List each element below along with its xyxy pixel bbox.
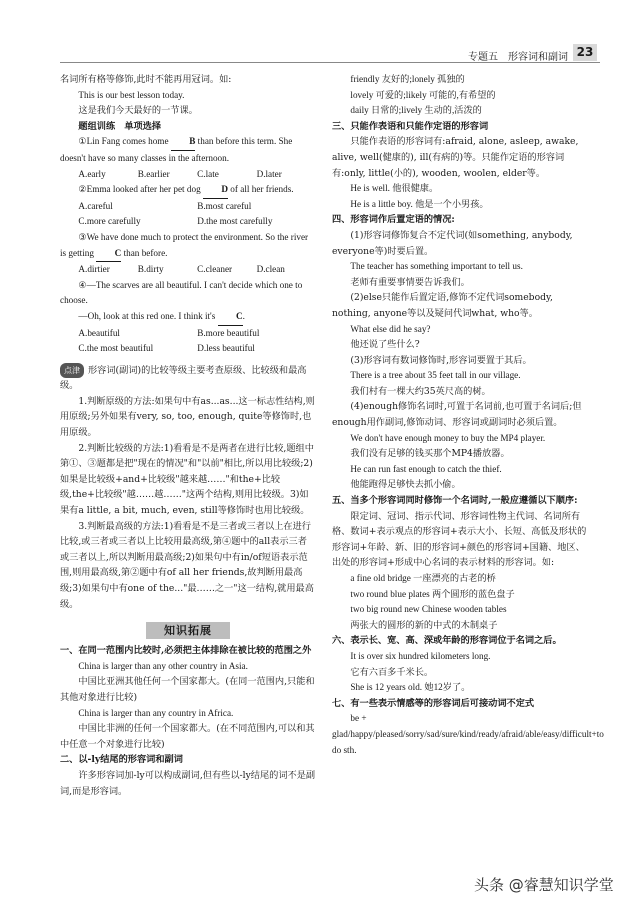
watermark: 头条 @睿慧知识学堂	[474, 876, 614, 894]
text-line: This is our best lesson today.	[78, 89, 185, 100]
text-line: be + glad/happy/pleased/sorry/sad/sure/kind/ready/afraid/able/easy/difficult+to do sth.	[332, 713, 604, 755]
answer-option: D.the most carefully	[197, 216, 273, 227]
tip-badge: 点津	[60, 363, 84, 379]
text-line: 限定词、冠词、指示代词、形容词性物主代词、名词所有格、数词+表示观点的形容词+表示大小、长短、高低及形状的形容词+年龄、新、旧的形容词+颜色的形容词+国籍、地区、出处的形容词+形成中心名词的表示材料的形容词。如:	[332, 510, 587, 569]
tip-point: 3.判断最高级的方法:1)看看是不是三者或三者以上在进行比较,或三者或三者以上比较用最高级,第④题中的all表示三者或三者以上,所以判断用最高级;2)如果句中有in/of短语表示范围,则用最高级,第②题中有of all her friends,故判断用最高级;3)如果句中有one of the..."最……之一"这一结构,就用最高级。	[60, 520, 314, 610]
text-line: two round blue plates 两个圆形的蓝色盘子	[350, 588, 515, 599]
answer-blank: B	[171, 134, 196, 151]
text-line: 我们村有一棵大约35英尺高的树。	[350, 385, 491, 397]
answer-option: A.careful	[78, 200, 113, 211]
text-line: (2)else只能作后置定语,修饰不定代词somebody, nothing, anyone等以及疑问代词what, who等。	[332, 292, 553, 319]
text-line: 它有六百多千米长。	[350, 666, 434, 678]
text-line: 三、只能作表语和只能作定语的形容词	[332, 120, 489, 132]
text-line: 中国比亚洲其他任何一个国家都大。(在同一范围内,只能和其他对象进行比较)	[60, 676, 315, 703]
text-line: a fine old bridge 一座漂亮的古老的桥	[350, 573, 496, 583]
text-line: 只能作表语的形容词有:afraid, alone, asleep, awake, alive, well(健康的), ill(有病的)等。只能作定语的形容词有:only, little(小的), wooden, woolen, elder等。	[332, 136, 579, 179]
answer-option: B.most careful	[197, 200, 252, 211]
page-header-title: 专题五 形容词和副词	[468, 52, 568, 63]
text-line: —Oh, look at this red one. I think it's C.	[60, 309, 316, 326]
answer-option: D.clean	[256, 264, 285, 275]
answer-option: A.beautiful	[78, 327, 120, 338]
text-line: He can run fast enough to catch the thief.	[350, 463, 502, 474]
text-line: ③We have done much to protect the environment. So the river is getting C than before.	[60, 230, 316, 262]
answer-option: B.earlier	[137, 168, 170, 179]
answer-option: C.late	[197, 168, 219, 179]
page-number: 23	[573, 44, 597, 61]
answer-option: A.dirtier	[78, 264, 110, 275]
answer-options	[60, 167, 316, 183]
answer-options	[60, 326, 316, 357]
answer-option: C.cleaner	[197, 264, 233, 275]
text-line: What else did he say?	[350, 323, 431, 334]
text-line: 五、当多个形容词同时修饰一个名词时,一般应遵循以下顺序:	[332, 495, 578, 507]
text-line: 他能跑得足够快去抓小偷。	[350, 479, 461, 491]
answer-option: C.more carefully	[78, 216, 141, 227]
tip-point: 1.判断原级的方法:如果句中有as...as...这一标志性结构,则用原级;另外如果有very, so, too, enough, quite等修饰时,也用原级。	[60, 395, 315, 439]
tip-intro: 形容词(副词)的比较等级主要考查原级、比较级和最高级。	[60, 364, 307, 392]
answer-option: C.the most beautiful	[78, 343, 154, 354]
text-line: The teacher has something important to tell us.	[350, 261, 523, 272]
answer-options	[60, 199, 316, 230]
answer-option: D.less beautiful	[197, 343, 255, 354]
text-line: He is well. 他很健康。	[350, 183, 439, 194]
text-line: (3)形容词有数词修饰时,形容词要置于其后。	[350, 354, 532, 366]
text-line: lovely 可爱的;likely 可能的,有希望的	[350, 89, 496, 100]
knowledge-extension-banner: 知识拓展	[146, 622, 230, 639]
header-rule	[60, 62, 600, 63]
answer-blank: C	[218, 309, 243, 326]
text-line: 老师有重要事情要告诉我们。	[350, 276, 470, 288]
text-line: 他还说了些什么?	[350, 339, 420, 351]
text-line: She is 12 years old. 她12岁了。	[350, 682, 471, 693]
text-line: It is over six hundred kilometers long.	[350, 650, 491, 661]
text-line: 一、在同一范围内比较时,必须把主体排除在被比较的范围之外	[60, 645, 312, 657]
text-line: 七、有一些表示情感等的形容词后可接动词不定式	[332, 697, 535, 709]
text-line: 两张大的圆形的新的中式的木制桌子	[350, 619, 498, 631]
answer-option: A.early	[78, 168, 106, 179]
text-line: 名词所有格等修饰,此时不能再用冠词。如:	[60, 74, 232, 85]
text-line: 我们没有足够的钱买那个MP4播放器。	[350, 448, 510, 460]
text-line: China is larger than any country in Africa.	[78, 707, 234, 718]
tip-box	[60, 363, 316, 613]
text-line: 这是我们今天最好的一节课。	[78, 105, 198, 117]
text-line: 四、形容词作后置定语的情况:	[332, 214, 455, 226]
text-line: daily 日常的;lively 生动的,活泼的	[350, 105, 482, 116]
text-line: There is a tree about 35 feet tall in our village.	[350, 370, 521, 381]
text-line: 题组训练 单项选择	[78, 120, 162, 132]
text-line: 二、以-ly结尾的形容词和副词	[60, 754, 183, 766]
text-line: ①Lin Fang comes home B than before this term. She doesn't have so many classes in the afternoon.	[60, 136, 293, 163]
left-column	[60, 72, 316, 799]
text-line: ②Emma looked after her pet dog D of all her friends.	[60, 182, 316, 199]
answer-options	[60, 262, 316, 278]
tip-point: 2.判断比较级的方法:1)看看是不是两者在进行比较,题组中第①、③题都是把"现在的情况"和"以前"相比,所以用比较级;2)如果是比较级+and+比较级"越来越……"和the+比较级,the+比较级"越……越……"这两个结构,则用比较级。3)如果有a little, a bit, much, even, still等修饰时也用比较级。	[60, 442, 314, 517]
answer-option: D.later	[256, 168, 282, 179]
text-line: 许多形容词加-ly可以构成副词,但有些以-ly结尾的词不是副词,而是形容词。	[60, 769, 316, 797]
text-line: (1)形容词修饰复合不定代词(如something, anybody, everyone等)时要后置。	[332, 229, 573, 257]
text-line: two big round new Chinese wooden tables	[350, 604, 507, 615]
answer-blank: D	[203, 182, 228, 199]
answer-option: B.more beautiful	[197, 327, 260, 338]
text-line: ④—The scarves are all beautiful. I can't decide which one to choose.	[60, 279, 303, 306]
text-line: China is larger than any other country in Asia.	[78, 660, 248, 671]
right-column	[332, 72, 604, 758]
text-line: 中国比非洲的任何一个国家都大。(在不同范围内,可以和其中任意一个对象进行比较)	[60, 723, 315, 750]
answer-blank: C	[96, 246, 121, 263]
text-line: (4)enough修饰名词时,可置于名词前,也可置于名词后;但enough用作副词,修饰动词、形容词或副词时必须后置。	[332, 401, 582, 429]
text-line: 六、表示长、宽、高、深或年龄的形容词位于名词之后。	[332, 635, 562, 647]
text-line: friendly 友好的;lonely 孤独的	[350, 74, 465, 84]
text-line: He is a little boy. 他是一个小男孩。	[350, 198, 489, 209]
answer-option: B.dirty	[137, 264, 164, 275]
text-line: We don't have enough money to buy the MP4 player.	[350, 432, 546, 443]
